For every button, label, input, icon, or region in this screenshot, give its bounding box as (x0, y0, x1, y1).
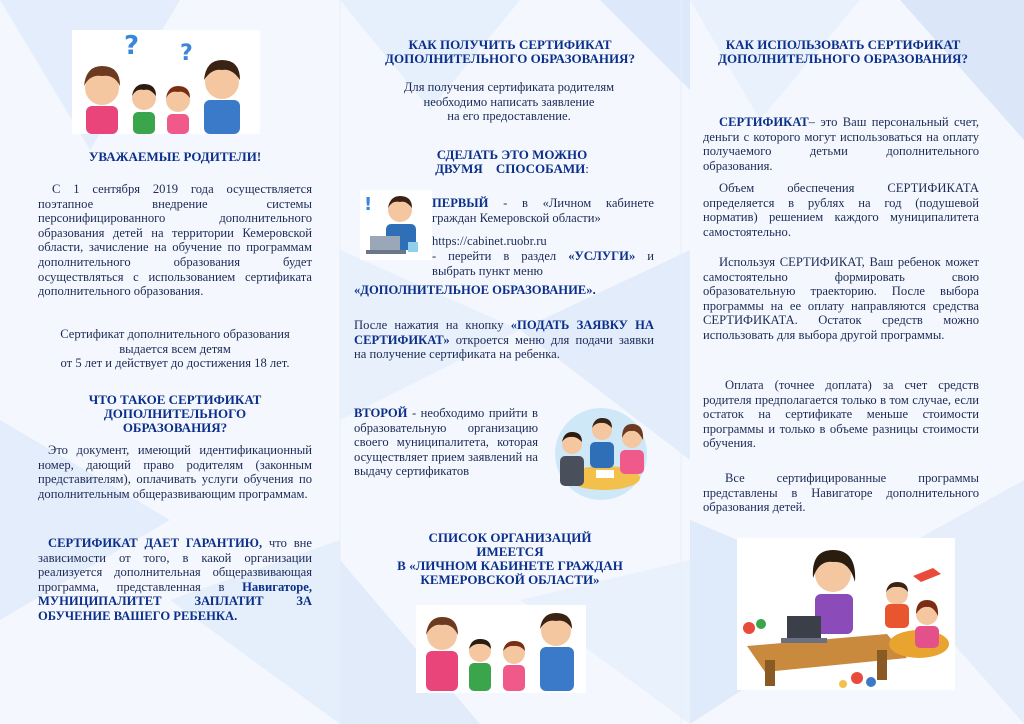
guarantee-text: что вне зависимости от того, в какой организации реализуется дополнительная общеразвивающая программа, представленная в (38, 536, 312, 594)
list-line-2: ИМЕЕТСЯ (476, 544, 544, 559)
list-line-3: В «ЛИЧНОМ КАБИНЕТЕ ГРАЖДАН (397, 558, 623, 573)
svg-text:!: ! (364, 194, 373, 215)
cert-paragraph (703, 115, 979, 173)
first-way-text: - в «Личном кабинете граждан Кемеровской области» (432, 196, 654, 225)
first-way-steps (432, 249, 654, 278)
family-question-illustration (72, 30, 260, 134)
services-menu: «УСЛУГИ» (568, 249, 636, 263)
issued-line-3: от 5 лет и действует до достижения 18 лет. (60, 356, 290, 371)
svg-text:?: ? (180, 41, 193, 66)
greeting-heading: УВАЖАЕМЫЕ РОДИТЕЛИ! (88, 149, 262, 164)
after-click-text: После нажатия на кнопку (354, 318, 511, 332)
first-way-steps-text: - перейти в раздел (432, 249, 569, 263)
first-way-steps-end: и выбрать пункт меню (432, 249, 654, 278)
man-laptop-illustration (360, 190, 432, 260)
intro-paragraph: С 1 сентября 2019 года осуществляется поэтапное внедрение системы персонифицированного дополнительного образования детей на территории Кемеровской области, зачисление на обучение по программам дополнительного образования будет осуществляться с использованием сертификата дополнительного образования. (38, 182, 312, 299)
guarantee-lead: СЕРТИФИКАТ ДАЕТ ГАРАНТИЮ, (48, 536, 263, 550)
after-click-paragraph (354, 318, 654, 362)
volume-paragraph: Объем обеспечения СЕРТИФИКАТА определяется в рублях на год (подушевой норматив) решением каждого муниципалитета самостоятельно. (703, 181, 979, 239)
consultation-illustration (546, 408, 656, 500)
how-block (354, 80, 664, 124)
column-middle (340, 0, 681, 724)
ways-colon: : (585, 161, 589, 176)
issued-line-1: Сертификат дополнительного образования (60, 327, 290, 341)
ways-line-2 (402, 162, 622, 176)
how-line-3: на его предоставление. (447, 109, 571, 124)
how-line-2: необходимо написать заявление (423, 94, 595, 109)
after-click-end: откроется меню для подачи заявки на получение сертификата на ребенка. (354, 332, 654, 362)
column-left (0, 0, 340, 724)
list-heading (364, 531, 656, 587)
cert-label: СЕРТИФИКАТ (719, 115, 809, 129)
all-programs-paragraph: Все сертифицированные программы представлены в Навигаторе дополнительного образования детей. (703, 471, 979, 515)
using-paragraph: Используя СЕРТИФИКАТ, Ваш ребенок может самостоятельно формировать свою образовательную траекторию. После выбора программы на ее оплату направляются средства СЕРТИФИКАТА. Остаток средств можно использовать для выбора другой программы. (703, 255, 979, 342)
navigator-word: Навигаторе, (242, 579, 312, 594)
how-heading: КАК ПОЛУЧИТЬ СЕРТИФИКАТ ДОПОЛНИТЕЛЬНОГО ОБРАЗОВАНИЯ? (385, 37, 635, 66)
ways-heading (402, 148, 622, 176)
issued-block (38, 327, 312, 371)
how-line-1: Для получения сертификата родителям (403, 80, 615, 94)
first-way-paragraph (432, 196, 654, 225)
ways-line-1: СДЕЛАТЬ ЭТО МОЖНО (436, 147, 588, 162)
use-heading: КАК ИСПОЛЬЗОВАТЬ СЕРТИФИКАТ ДОПОЛНИТЕЛЬНОГО ОБРАЗОВАНИЯ? (718, 37, 968, 66)
family-happy-illustration (416, 605, 586, 693)
ways-line-2-text: ДВУМЯ СПОСОБАМИ (435, 161, 586, 176)
list-line-4: КЕМЕРОВСКОЙ ОБЛАСТИ» (420, 572, 600, 587)
issued-line-2: выдается всем детям (119, 341, 231, 356)
cert-text: – это Ваш персональный счет, деньги с которого могут использоваться на оплату получаемого детьми дополнительного образования. (703, 115, 979, 173)
what-paragraph: Это документ, имеющий идентификационный номер, дающий право родителям (законным представителям), оплачивать услуги обучения по дополнительным общеразвивающим программам. (38, 443, 312, 501)
mother-children-desk-illustration (737, 538, 955, 690)
payment-paragraph: Оплата (точнее доплата) за счет средств родителя предполагается только в том случае, если остаток на сертификате меньше стоимости программы и только в объеме разницы стоимости обучения. (703, 378, 979, 451)
second-way-paragraph (354, 406, 538, 479)
what-heading: ЧТО ТАКОЕ СЕРТИФИКАТ ДОПОЛНИТЕЛЬНОГО ОБРАЗОВАНИЯ? (88, 392, 262, 435)
column-right (681, 0, 1024, 724)
guarantee-paragraph (38, 536, 312, 624)
second-way-text: - необходимо прийти в образовательную организацию своего муниципалитета, которая осуществляет прием заявлений на выдачу сертификатов (354, 406, 538, 479)
list-line-1: СПИСОК ОРГАНИЗАЦИЙ (428, 530, 592, 545)
menu-item-dop: «ДОПОЛНИТЕЛЬНОЕ ОБРАЗОВАНИЕ». (354, 283, 596, 297)
first-way-label: ПЕРВЫЙ (432, 196, 489, 210)
svg-text:?: ? (124, 31, 140, 61)
guarantee-end: МУНИЦИПАЛИТЕТ ЗАПЛАТИТ ЗА ОБУЧЕНИЕ ВАШЕГО РЕБЕНКА. (38, 594, 312, 623)
cabinet-link[interactable]: https://cabinet.ruobr.ru (432, 234, 547, 248)
apply-button-label: «ПОДАТЬ ЗАЯВКУ НА СЕРТИФИКАТ» (354, 318, 655, 347)
second-way-label: ВТОРОЙ (354, 406, 408, 420)
